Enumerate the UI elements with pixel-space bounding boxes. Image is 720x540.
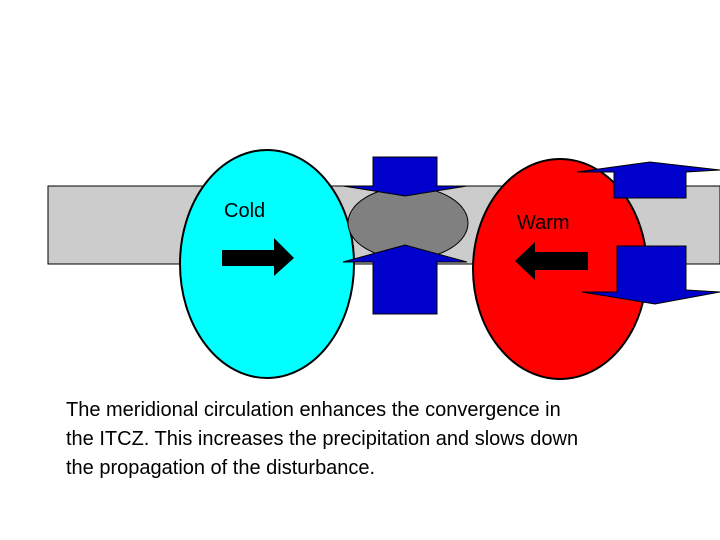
cold-label: Cold <box>224 200 266 222</box>
warm-label: Warm <box>517 212 570 234</box>
caption-text: The meridional circulation enhances the convergence in the ITCZ. This increases the precipitation and slows down the propagation of the disturbance. <box>66 399 579 479</box>
